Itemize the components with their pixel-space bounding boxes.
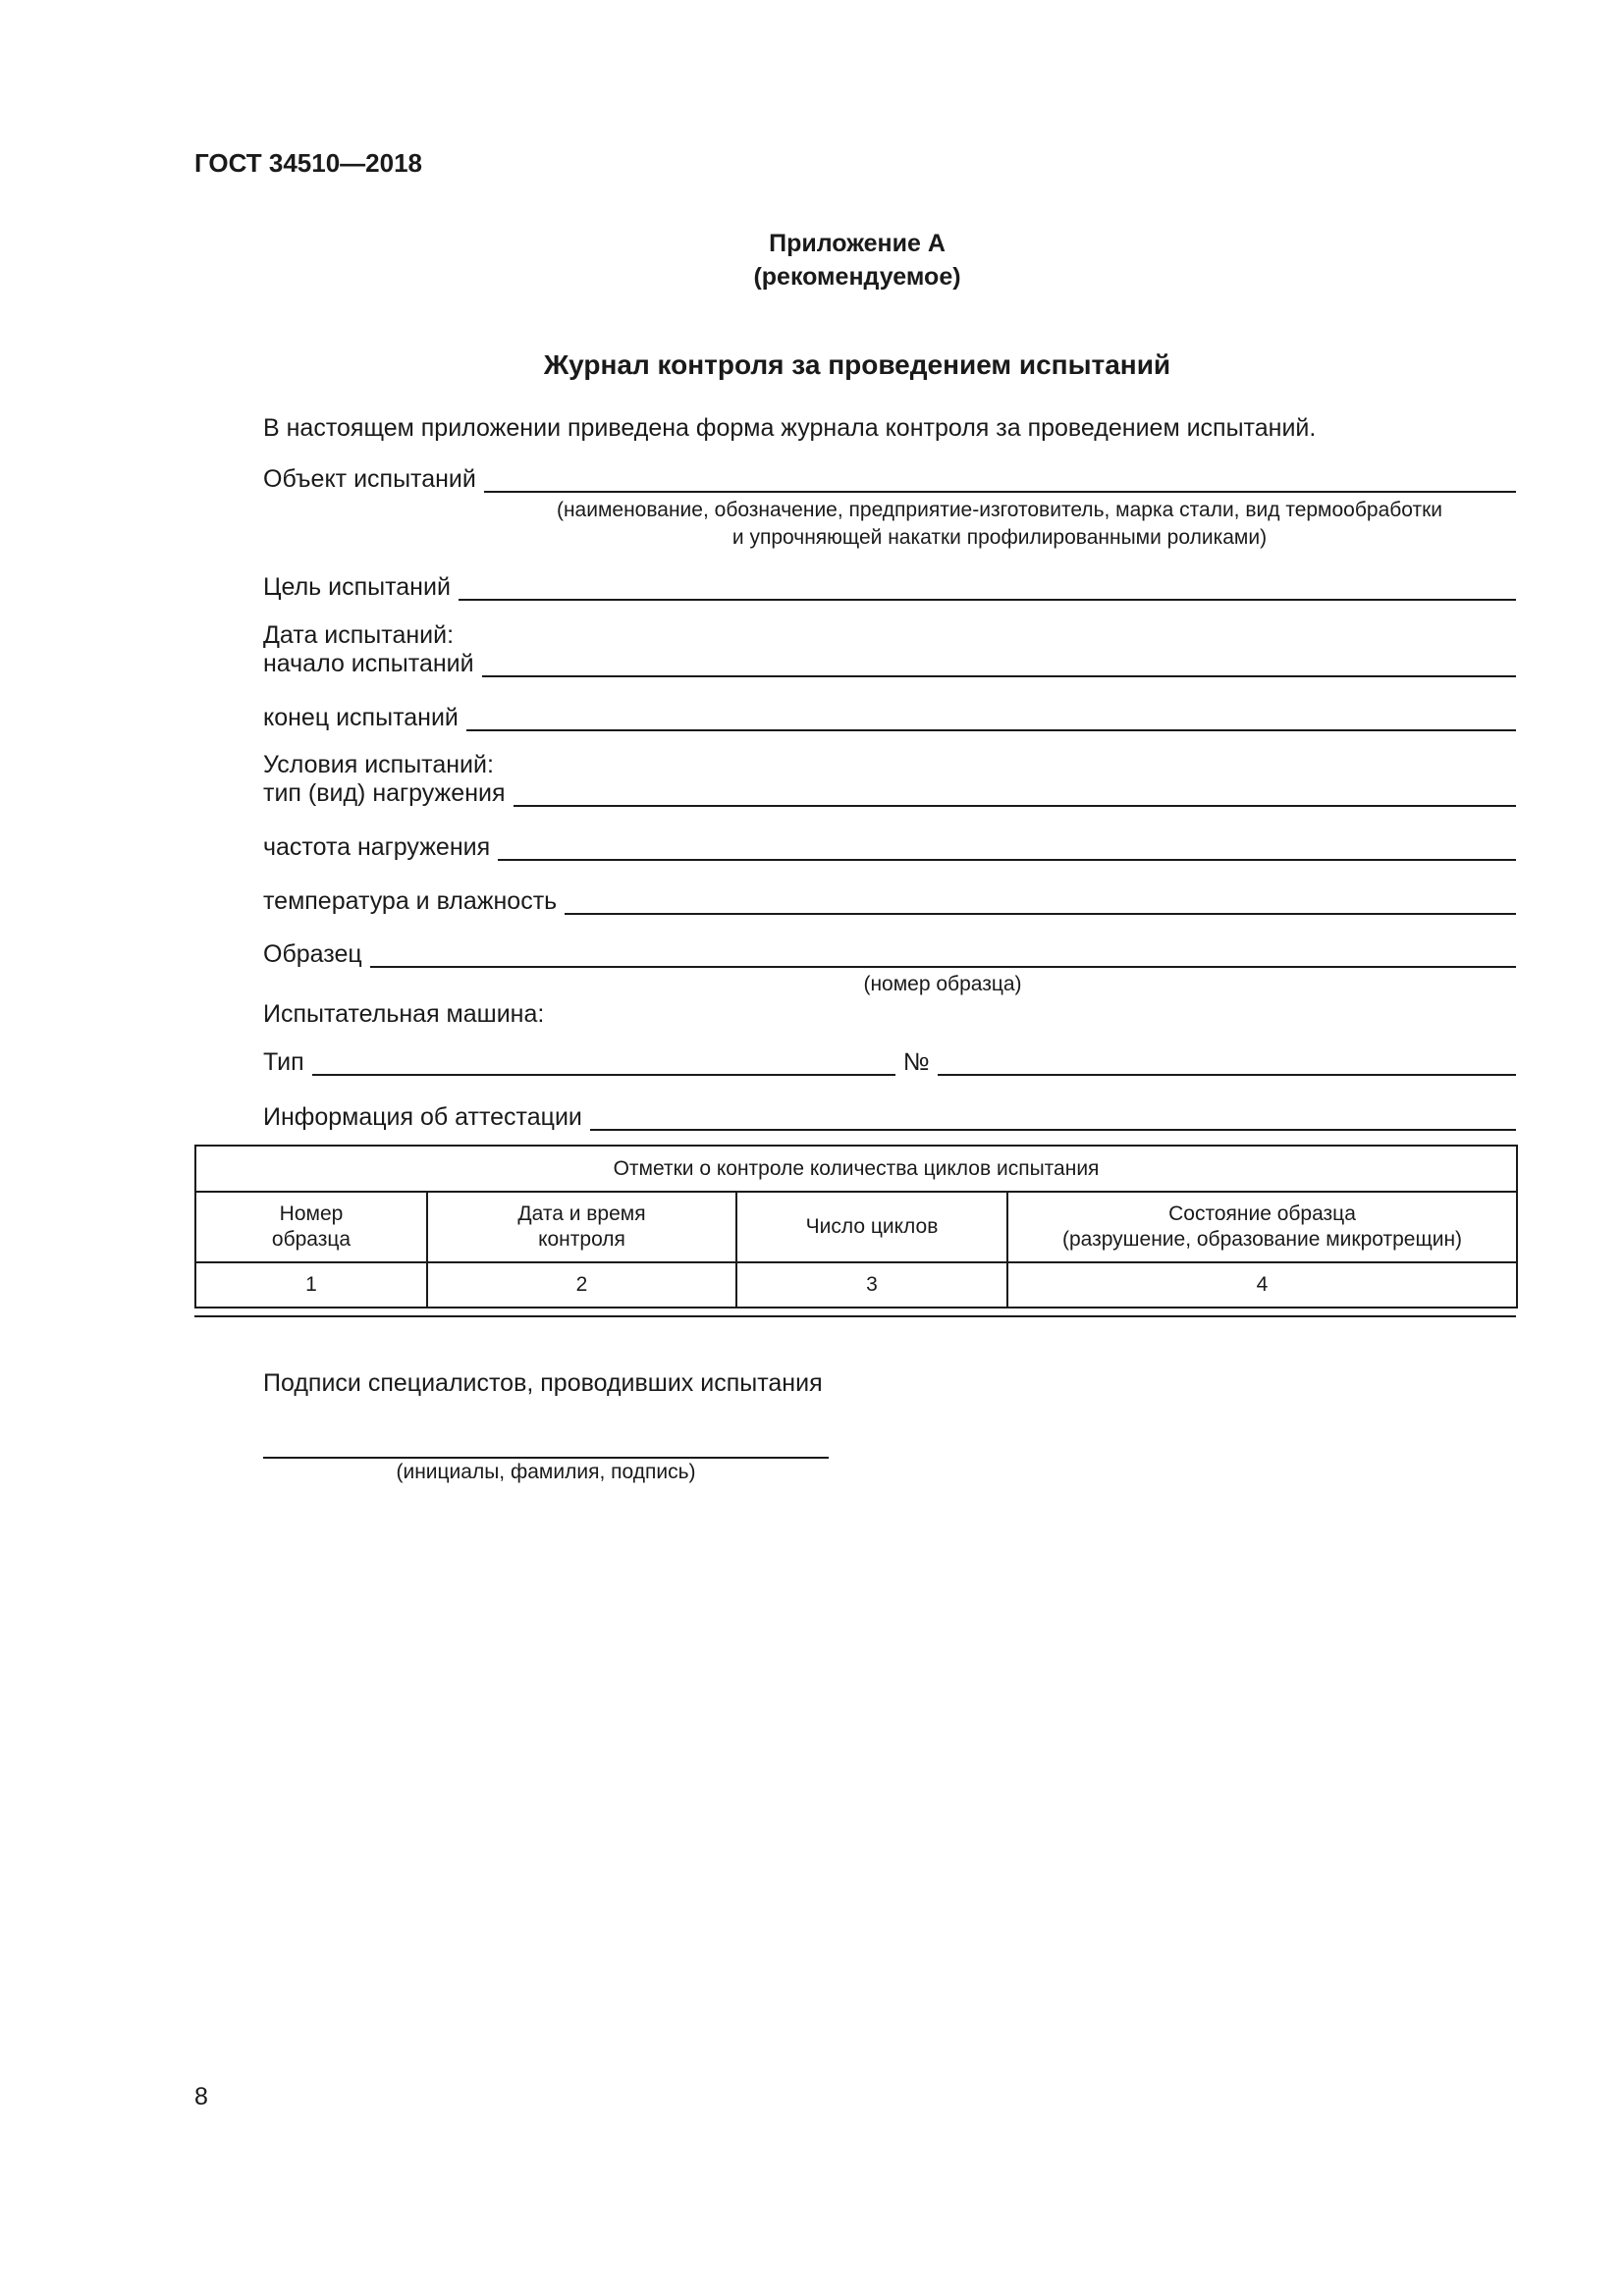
certification-row (263, 1103, 1516, 1131)
signatures-label: Подписи специалистов, проводивших испытания (263, 1369, 823, 1397)
machine-number-field[interactable] (938, 1048, 1516, 1076)
cycle-control-table (194, 1145, 1518, 1308)
test-object-label: Объект испытаний (263, 465, 476, 493)
certification-label: Информация об аттестации (263, 1103, 582, 1131)
column-header-date-time: Дата и время контроля (427, 1192, 736, 1262)
machine-heading: Испытательная машина: (263, 1000, 545, 1028)
load-type-label: тип (вид) нагружения (263, 779, 506, 807)
test-start-field[interactable] (482, 650, 1516, 677)
specimen-label: Образец (263, 940, 362, 968)
specimen-row (263, 940, 1516, 968)
load-frequency-row (263, 833, 1516, 861)
test-start-row (263, 650, 1516, 677)
test-purpose-label: Цель испытаний (263, 573, 451, 601)
column-number: 4 (1007, 1262, 1517, 1308)
test-dates-heading: Дата испытаний: (263, 621, 455, 649)
machine-number-label: № (902, 1048, 930, 1076)
column-number: 2 (427, 1262, 736, 1308)
page-number: 8 (194, 2083, 208, 2110)
annex-heading (0, 227, 1624, 294)
temp-humidity-field[interactable] (565, 887, 1516, 915)
column-number: 1 (195, 1262, 427, 1308)
intro-paragraph: В настоящем приложении приведена форма журнала контроля за проведением испытаний. (263, 414, 1317, 442)
load-frequency-label: частота нагружения (263, 833, 491, 861)
test-conditions-heading: Условия испытаний: (263, 751, 494, 778)
test-object-field[interactable] (484, 465, 1516, 493)
test-purpose-field[interactable] (459, 573, 1516, 601)
load-frequency-field[interactable] (498, 833, 1516, 861)
annex-title: Приложение А (769, 230, 946, 257)
test-purpose-row (263, 573, 1516, 601)
machine-type-field[interactable] (312, 1048, 895, 1076)
test-end-field[interactable] (466, 704, 1516, 731)
annex-status: (рекомендуемое) (753, 263, 961, 291)
column-number: 3 (736, 1262, 1007, 1308)
document-title: Журнал контроля за проведением испытаний (543, 349, 1171, 380)
test-end-row (263, 704, 1516, 731)
temp-humidity-label: температура и влажность (263, 887, 558, 915)
column-header-specimen-state: Состояние образца (разрушение, образование микротрещин) (1007, 1192, 1517, 1262)
machine-row (263, 1048, 1516, 1076)
specimen-field[interactable] (370, 940, 1516, 968)
standard-id: ГОСТ 34510—2018 (194, 148, 422, 178)
column-header-specimen-number: Номер образца (195, 1192, 427, 1262)
test-end-label: конец испытаний (263, 704, 459, 731)
test-object-row (263, 465, 1516, 493)
table-bottom-rule (194, 1315, 1516, 1317)
load-type-field[interactable] (514, 779, 1517, 807)
test-object-hint: (наименование, обозначение, предприятие-изготовитель, марка стали, вид термообработки и упрочняющей накатки профилированными роликами) (556, 499, 1443, 549)
test-start-label: начало испытаний (263, 650, 474, 677)
load-type-row (263, 779, 1516, 807)
certification-field[interactable] (590, 1103, 1516, 1131)
specimen-hint: (номер образца) (863, 973, 1022, 995)
table-caption: Отметки о контроле количества циклов испытания (195, 1146, 1517, 1192)
temp-humidity-row (263, 887, 1516, 915)
signatures-hint: (инициалы, фамилия, подпись) (396, 1461, 696, 1483)
column-header-cycle-count: Число циклов (736, 1192, 1007, 1262)
machine-type-label: Тип (263, 1048, 304, 1076)
